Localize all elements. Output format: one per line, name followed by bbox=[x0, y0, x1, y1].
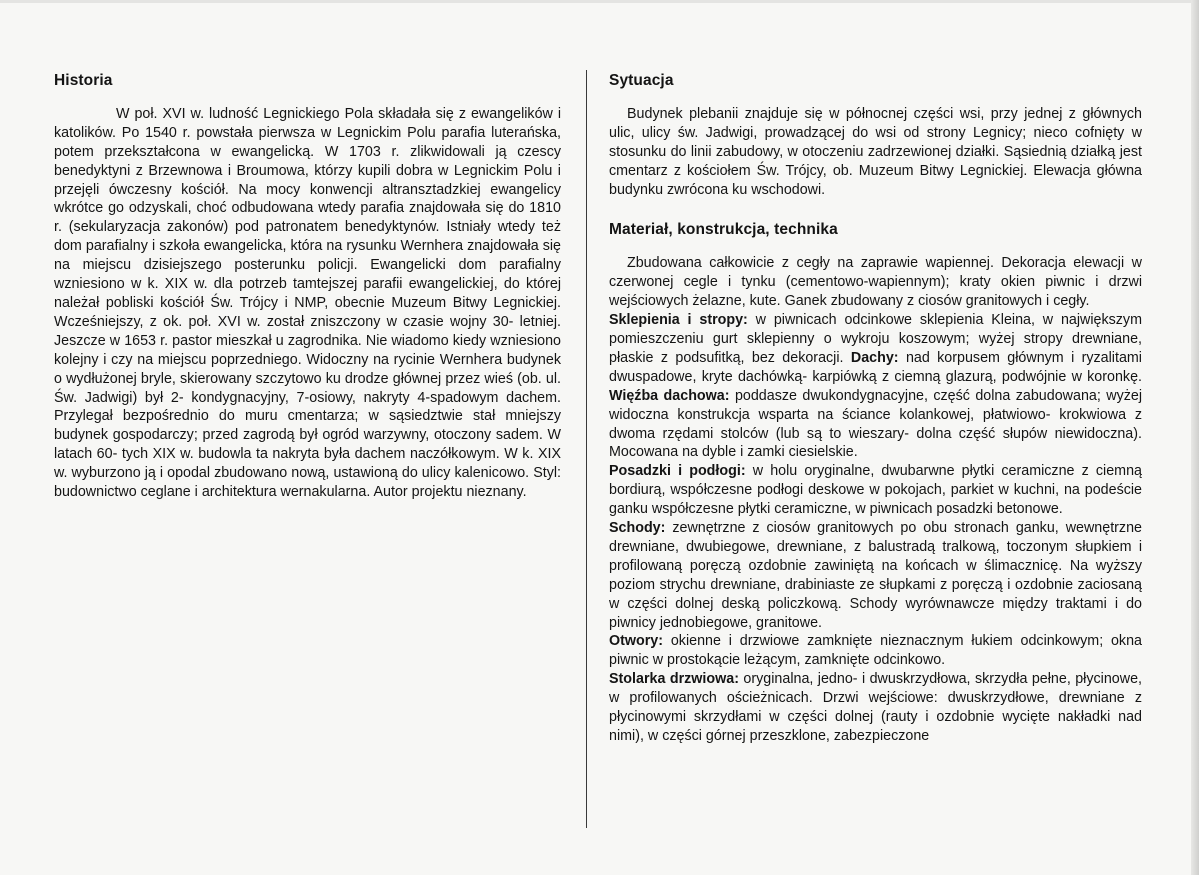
stairs-paragraph bbox=[609, 519, 1142, 632]
joinery-paragraph bbox=[609, 670, 1142, 746]
column-divider bbox=[586, 70, 587, 828]
floors-paragraph bbox=[609, 462, 1142, 519]
roofs-term: Dachy: bbox=[850, 349, 899, 366]
situation-text: Budynek plebanii znajduje się w północnej części wsi, przy jednej z głównych ulic, ulicy św. Jadwigi, prowadzącej do wsi od strony Legnicy; nieco cofnięty w stosunku do linii zabudowy, w otoczeniu zadrzewionej działki. Sąsiednią działką jest cmentarz z kościołem Św. Trójcy, ob. Muzeum Bitwy Legnickiej. Elewacja główna budynku zwrócona ku wschodowi. bbox=[609, 105, 1142, 198]
vaults-text: w piwnicach odcinkowe sklepienia Kleina, w największym pomieszczeniu gurt sklepienny o wykroju koszowym; wyżej stropy drewniane, płaskie z podsufitką, bez dekoracji. bbox=[609, 312, 1142, 366]
stairs-text: zewnętrzne z ciosów granitowych po obu stronach ganku, wewnętrzne drewniane, dwubiegowe, drewniane, z balustradą tralkową, toczonym słupkiem i profilowaną poręczą ozdobnie zawiniętą na końcach w ślimacznicę. Na wyższy poziom strychu drewniane, drabiniaste ze słupkami z poręczą i ozdobnie zaciosaną w części dolnej deską policzkową. Schody wyrównawcze między traktami i do piwnicy jednobiegowe, granitowe. bbox=[609, 520, 1142, 631]
openings-text: okienne i drzwiowe zamknięte nieznacznym łukiem odcinkowym; okna piwnic w prostokącie leżącym, zamknięte odcinkowo. bbox=[609, 633, 1142, 669]
openings-paragraph bbox=[609, 632, 1142, 670]
stairs-term: Schody: bbox=[609, 520, 666, 537]
situation-heading: Sytuacja bbox=[609, 72, 674, 89]
construction-intro: Zbudowana całkowicie z cegły na zaprawie wapiennej. Dekoracja elewacji w czerwonej cegle i tynku (cementowo-wapiennym); kraty okien piwnic i drzwi wejściowych żelazne, kute. Ganek zbudowany z ciosów granitowych i cegły. bbox=[609, 255, 1142, 310]
vaults-roofs-truss-paragraph bbox=[609, 311, 1142, 462]
floors-text: w holu oryginalne, dwubarwne płytki ceramiczne z ciemną bordiurą, współczesne podłogi deskowe w pokojach, parkiet w kuchni, na podeście ganku współczesne płytki ceramiczne, w piwnicach posadzki betonowe. bbox=[609, 463, 1142, 518]
floors-term: Posadzki i podłogi: bbox=[609, 463, 746, 480]
history-column bbox=[54, 66, 561, 502]
roofs-text: nad korpusem głównym i ryzalitami dwuspadowe, kryte dachówką- karpiówką z ciemną glazurą, podwójnie w koronkę. bbox=[609, 349, 1142, 385]
truss-term: Więźba dachowa: bbox=[609, 387, 730, 404]
openings-term: Otwory: bbox=[609, 633, 664, 650]
description-column bbox=[609, 66, 1142, 746]
truss-text: poddasze dwukondygnacyjne, część dolna zabudowana; wyżej widoczna konstrukcja wsparta na ściance kolankowej, płatwiowo- krokwiowa z dwoma rzędami stolców (lub są to wieszary- dolna część słupów niewidoczna). Mocowana na dyble i zamki ciesielskie. bbox=[609, 387, 1142, 461]
history-text: W poł. XVI w. ludność Legnickiego Pola składała się z ewangelików i katolików. Po 1540 r. powstała pierwsza w Legnickim Polu parafia luterańska, potem przekształcona w ewangelicką. W 1703 r. zlikwidowali ją czescy benedyktyni z Brzewnowa i Broumowa, którzy kupili dobra w Legnickim Polu i przejęli ówczesny kościół. Na mocy konwencji altransztadzkiej ewangelicy wkrótce go odzyskali, choć odbudowana wtedy parafia znajdowała się do 1810 r. (sekularyzacja zakonów) pod patronatem benedyktynów. Istniały wtedy też dom parafialny i szkoła ewangelicka, która na rysunku Wernhera znajdowała się na miejscu dzisiejszego posterunku policji. Ewangelicki dom parafialny wzniesiono w k. XIX w. dla potrzeb tamtejszej parafii ewangelickiej, do której należał pobliski kościół Św. Trójcy i NMP, obecnie Muzeum Bitwy Legnickiej. Wcześniejszy, z ok. poł. XVI w. został zniszczony w czasie wojny 30- letniej. Jeszcze w 1653 r. pastor mieszkał u zagrodnika. Nie wiadomo kiedy wzniesiono kolejny i czy na miejscu poprzedniego. Widoczny na rycinie Wernhera budynek o wydłużonej bryle, skierowany szczytowo ku drodze głównej przez wieś (ob. ul. Św. Jadwigi) był 2- kondygnacyjny, 7-osiowy, nakryty 4-spadowym dachem. Przylegał bezpośrednio do muru cmentarza; w sąsiedztwie stał mniejszy budynek gospodarczy; przed zagrodą był ogród warzywny, otoczony sadem. W latach 60- tych XIX w. budowla ta nakryta była dachem naczółkowym. W k. XIX w. wyburzono ją i opodal zbudowano nową, ustawioną do ulicy kalenicowo. Styl: budownictwo ceglane i architektura wernakularna. Autor projektu nieznany. bbox=[54, 105, 561, 501]
joinery-text: oryginalna, jedno- i dwuskrzydłowa, skrzydła pełne, płycinowe, w profilowanych ościeżnicach. Drzwi wejściowe: dwuskrzydłowe, drewniane z płycinowymi skrzydłami w części dolnej (rauty i ozdobnie wycięte nakładki nad nimi), w części górnej przeszklone, zabezpieczone bbox=[609, 671, 1142, 744]
joinery-term: Stolarka drzwiowa: bbox=[609, 671, 739, 688]
construction-heading: Materiał, konstrukcja, technika bbox=[609, 221, 838, 239]
vaults-term: Sklepienia i stropy: bbox=[609, 312, 748, 329]
scan-edge-top bbox=[0, 0, 1199, 3]
scan-edge-right bbox=[1191, 0, 1199, 875]
history-heading: Historia bbox=[54, 72, 113, 89]
